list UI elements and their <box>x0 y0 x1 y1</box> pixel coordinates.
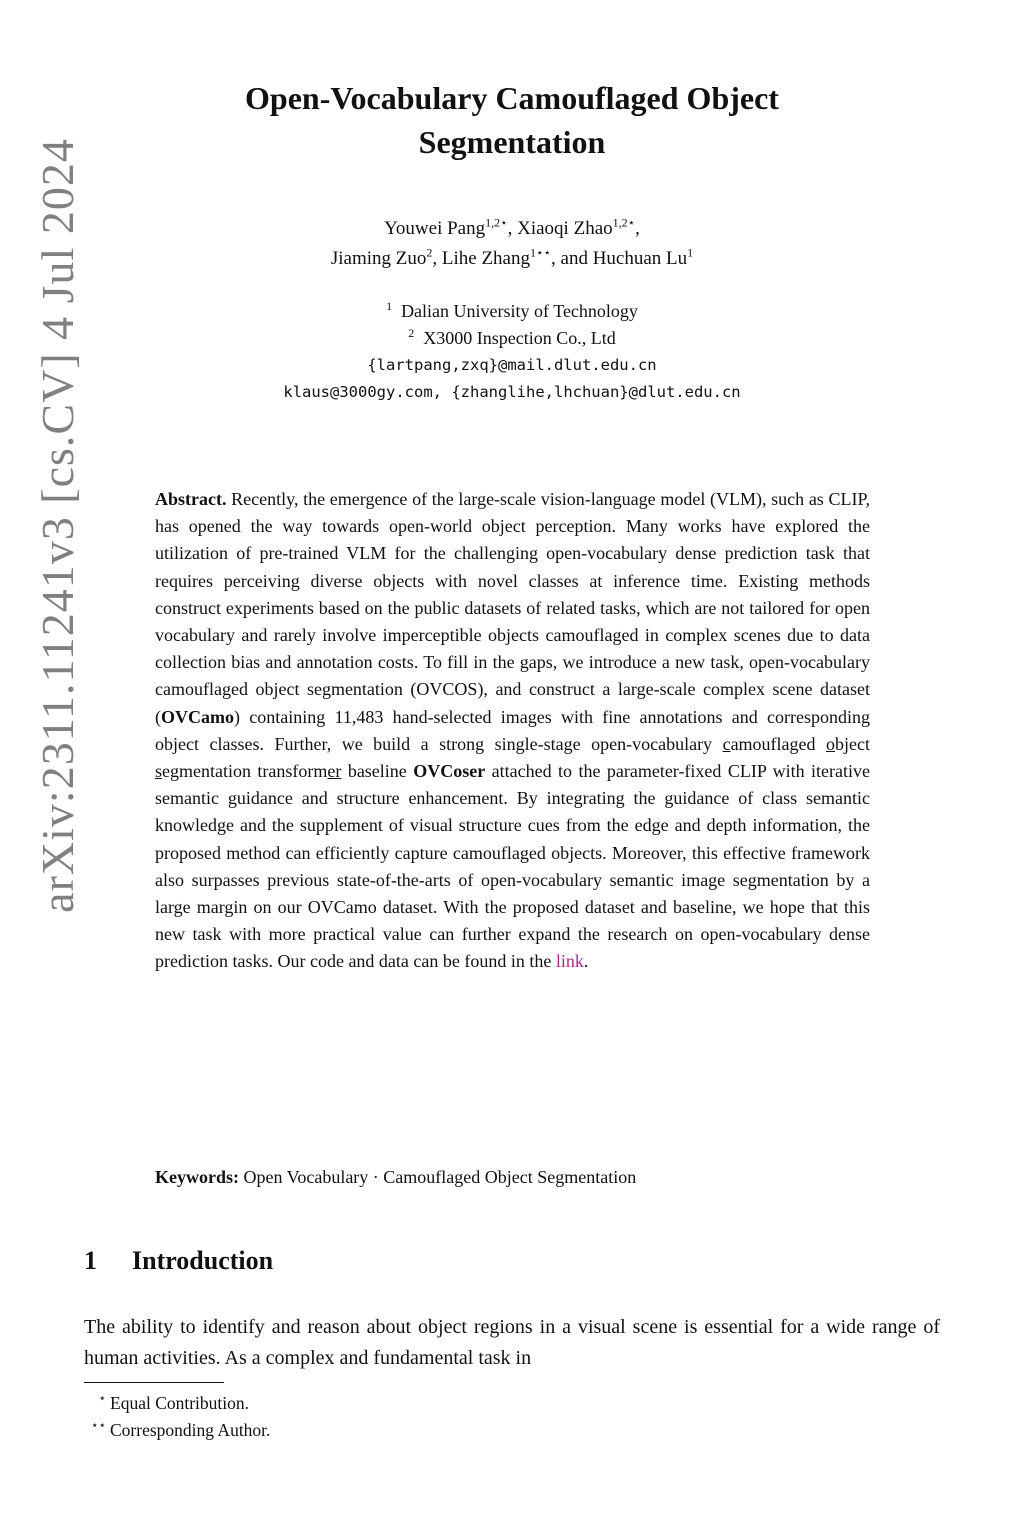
acronym-underline: c <box>722 733 731 754</box>
section-number: 1 <box>84 1246 97 1275</box>
arxiv-side-stamp <box>22 110 92 940</box>
keywords-label: Keywords: <box>155 1167 239 1187</box>
email-line-1: {lartpang,zxq}@mail.dlut.edu.cn <box>367 356 657 374</box>
abstract <box>155 486 870 976</box>
section-title: Introduction <box>132 1246 274 1275</box>
introduction-paragraph: The ability to identify and reason about object regions in a visual scene is essential for a wide range of human activities. As a complex and fundamental task in <box>84 1316 940 1369</box>
affiliation-1 <box>130 298 894 325</box>
acronym-underline: er <box>327 761 342 782</box>
author-affiliation-mark: 1,2⋆ <box>612 215 636 230</box>
abstract-text: Recently, the emergence of the large-scale vision-language model (VLM), such as CLIP, has opened the way towards open-world object perception. Many works have explored the utilization of pre-trained VLM for the challenging open-vocabulary dense prediction task that requires perceiving diverse objects with novel classes at inference time. Existing methods construct experiments based on the public datasets of related tasks, which are not tailored for open vocabulary and rarely involve imperceptible objects camouflaged in complex scenes due to data collection bias and annotation costs. To fill in the gaps, we introduce a new task, open-vocabulary camouflaged object segmentation (OVCOS), and construct a large-scale complex scene dataset ( <box>155 489 870 727</box>
footnote-rule <box>84 1382 224 1383</box>
author-name: Huchuan Lu <box>592 248 688 269</box>
title-line-2: Segmentation <box>418 124 606 160</box>
title-line-1: Open-Vocabulary Camouflaged Object <box>245 80 779 116</box>
code-data-link[interactable]: link <box>555 951 584 972</box>
affiliation-mark: 1 <box>386 299 393 313</box>
author-affiliation-mark: 1 <box>687 245 694 260</box>
author-affiliation-mark: 2 <box>426 245 433 260</box>
author-name: Xiaoqi Zhao <box>517 218 613 239</box>
author-name: Lihe Zhang <box>441 248 530 269</box>
footnotes <box>84 1390 684 1444</box>
section-heading <box>84 1242 273 1280</box>
paper-title <box>130 76 894 164</box>
abstract-text: amouflaged <box>730 733 827 754</box>
abstract-label: Abstract. <box>155 489 227 509</box>
author-name: Youwei Pang <box>384 218 486 239</box>
dataset-name: OVCamo <box>161 706 234 727</box>
author-list <box>130 214 894 274</box>
affiliation-mark: 2 <box>408 326 415 340</box>
abstract-text: . <box>583 951 589 972</box>
acronym-underline: o <box>826 733 836 754</box>
affiliation-name: Dalian University of Technology <box>401 301 638 321</box>
abstract-text: attached to the parameter-fixed CLIP with iterative semantic guidance and structure enhancement. By integrating the guidance of class semantic knowledge and the supplement of visual structure cues from the edge and depth information, the proposed method can efficiently capture camouflaged objects. Moreover, this effective framework also surpasses previous state-of-the-arts of open-vocabulary semantic image segmentation by a large margin on our OVCamo dataset. With the proposed dataset and baseline, we hope that this new task with more practical value can further expand the research on open-vocabulary dense prediction tasks. Our code and data can be found in the <box>155 761 870 972</box>
email-line-2: klaus@3000gy.com, {zhanglihe,lhchuan}@dlut.edu.cn <box>283 383 741 401</box>
footnote-text: Equal Contribution. <box>110 1393 250 1413</box>
author-name: Jiaming Zuo <box>330 248 427 269</box>
footnote-text: Corresponding Author. <box>110 1420 271 1440</box>
abstract-text: ) containing 11,483 hand-selected images with fine annotations and corresponding object classes. Further, we build a strong single-stage open-vocabulary <box>155 706 870 754</box>
keywords <box>155 1164 870 1191</box>
abstract-text: egmentation transform <box>162 761 328 782</box>
affiliations <box>130 298 894 406</box>
footnote: ⋆⋆ Corresponding Author. <box>90 1418 271 1440</box>
keywords-text: Open Vocabulary · Camouflaged Object Segmentation <box>239 1167 637 1187</box>
author-line-2: Jiaming Zuo$^2$, Lihe Zhang$^{1⋆⋆}$, and Huchuan Lu$^1$ <box>330 245 694 269</box>
abstract-text: bject <box>835 733 871 754</box>
method-name: OVCoser <box>413 761 486 782</box>
abstract-text: baseline <box>341 761 414 782</box>
author-affiliation-mark: 1⋆⋆ <box>529 245 552 260</box>
author-affiliation-mark: 1,2⋆ <box>485 215 508 230</box>
affiliation-2 <box>130 325 894 352</box>
footnote: ⋆ Equal Contribution. <box>98 1391 250 1413</box>
author-connector: , and <box>551 248 593 269</box>
author-line-1: Youwei Pang$^{1,2⋆}$, Xiaoqi Zhao$^{1,2⋆}$, <box>384 215 640 239</box>
acronym-underline: s <box>155 761 163 782</box>
affiliation-name: X3000 Inspection Co., Ltd <box>423 328 616 348</box>
arxiv-identifier: arXiv:2311.11241v3 [cs.CV] 4 Jul 2024 <box>31 137 83 913</box>
